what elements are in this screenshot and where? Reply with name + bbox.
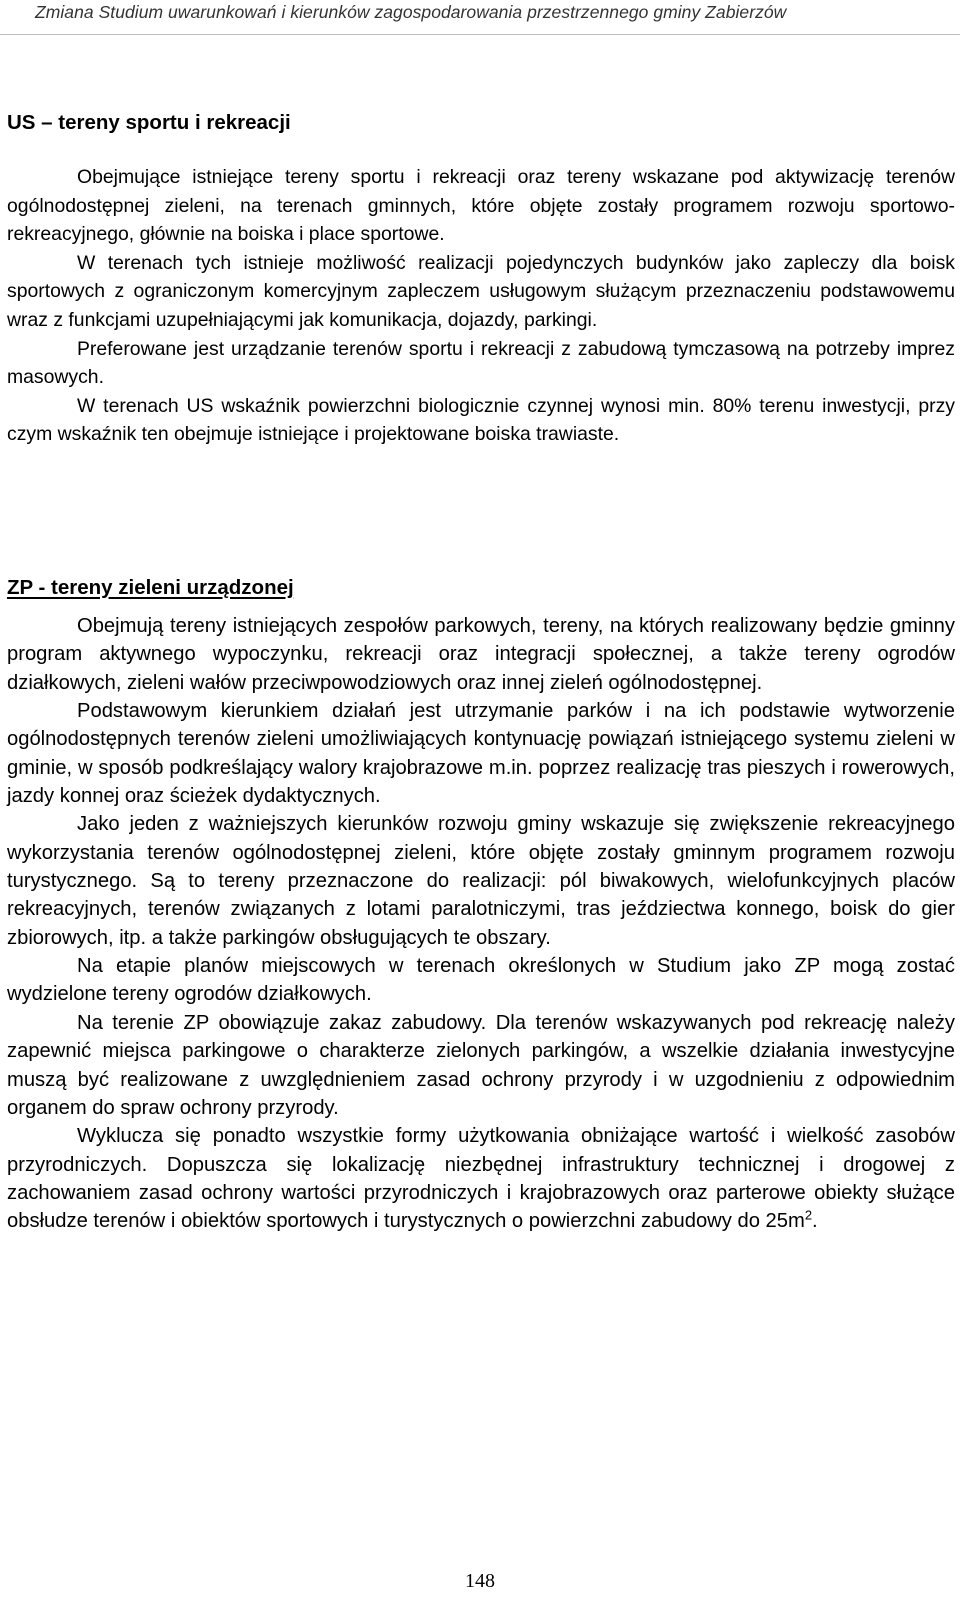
paragraph: Preferowane jest urządzanie terenów sportu i rekreacji z zabudową tymczasową na potrzeby imprez masowych. — [7, 337, 955, 389]
paragraph-end: . — [812, 1210, 818, 1233]
paragraph: Jako jeden z ważniejszych kierunków rozwoju gminy wskazuje się zwiększenie rekreacyjnego wykorzystania terenów ogólnodostępnej zieleni, które objęte zostały gminnym programem rozwoju turystycznego. Są to tereny przeznaczone do realizacji: pól biwakowych, wielofunkcyjnych placów rekreacyjnych, terenów związanych z lotami paralotniczymi, tras jeździectwa konnego, boisk do gier zbiorowych, itp. a także parkingów obsługujących te obszary. — [7, 813, 955, 949]
page-number: 148 — [465, 1570, 495, 1592]
section-heading-us: US – tereny sportu i rekreacji — [7, 111, 291, 134]
paragraph: W terenach tych istnieje możliwość realizacji pojedynczych budynków jako zapleczy dla boisk sportowych z ograniczonym komercyjnym zapleczem usługowym służącym przeznaczeniu podstawowemu wraz z funkcjami uzupełniającymi jak komunikacja, dojazdy, parkingi. — [7, 251, 955, 331]
section-body-us — [7, 163, 955, 449]
header-divider — [0, 34, 960, 35]
section-body-zp — [7, 612, 955, 1236]
paragraph: Obejmują tereny istniejących zespołów parkowych, tereny, na których realizowany będzie gminny program aktywnego wypoczynku, rekreacji oraz integracji społecznej, a także tereny ogrodów działkowych, zieleni wałów przeciwpowodziowych oraz innej zieleń ogólnodostępnej. — [7, 615, 955, 694]
running-header: Zmiana Studium uwarunkowań i kierunków zagospodarowania przestrzennego gminy Zabierzów — [35, 2, 787, 22]
paragraph: Podstawowym kierunkiem działań jest utrzymanie parków i na ich podstawie wytworzenie ogólnodostępnych terenów zieleni umożliwiających kontynuację powiązań istniejącego systemu zieleni w gminie, w sposób podkreślający walory krajobrazowe m.in. poprzez realizację tras pieszych i rowerowych, jazdy konnej oraz ścieżek dydaktycznych. — [7, 700, 955, 808]
section-heading-zp: ZP - tereny zieleni urządzonej — [7, 576, 294, 599]
paragraph: W terenach US wskaźnik powierzchni biologicznie czynnej wynosi min. 80% terenu inwestycji, przy czym wskaźnik ten obejmuje istniejące i projektowane boiska trawiaste. — [7, 394, 955, 446]
paragraph-last — [7, 1122, 955, 1235]
paragraph: Na etapie planów miejscowych w terenach określonych w Studium jako ZP mogą zostać wydzielone tereny ogrodów działkowych. — [7, 955, 955, 1006]
paragraph-text: Wyklucza się ponadto wszystkie formy użytkowania obniżające wartość i wielkość zasobów przyrodniczych. Dopuszcza się lokalizację niezbędnej infrastruktury technicznej i drogowej z zachowaniem zasad ochrony wartości przyrodniczych i krajobrazowych oraz parterowe obiekty służące obsłudze terenów i obiektów sportowych i turystycznych o powierzchni zabudowy do 25m — [7, 1125, 955, 1233]
paragraph: Na terenie ZP obowiązuje zakaz zabudowy. Dla terenów wskazywanych pod rekreację należy zapewnić miejsca parkingowe o charakterze zielonych parkingów, a wszelkie działania inwestycyjne muszą być realizowane z uwzględnieniem zasad ochrony przyrody i w uzgodnieniu z odpowiednim organem do spraw ochrony przyrody. — [7, 1011, 955, 1119]
paragraph: Obejmujące istniejące tereny sportu i rekreacji oraz tereny wskazane pod aktywizację terenów ogólnodostępnej zieleni, na terenach gminnych, które objęte zostały programem rozwoju sportowo- rekreacyjnego, głównie na boiska i place sportowe. — [7, 166, 955, 246]
superscript: 2 — [804, 1207, 813, 1223]
